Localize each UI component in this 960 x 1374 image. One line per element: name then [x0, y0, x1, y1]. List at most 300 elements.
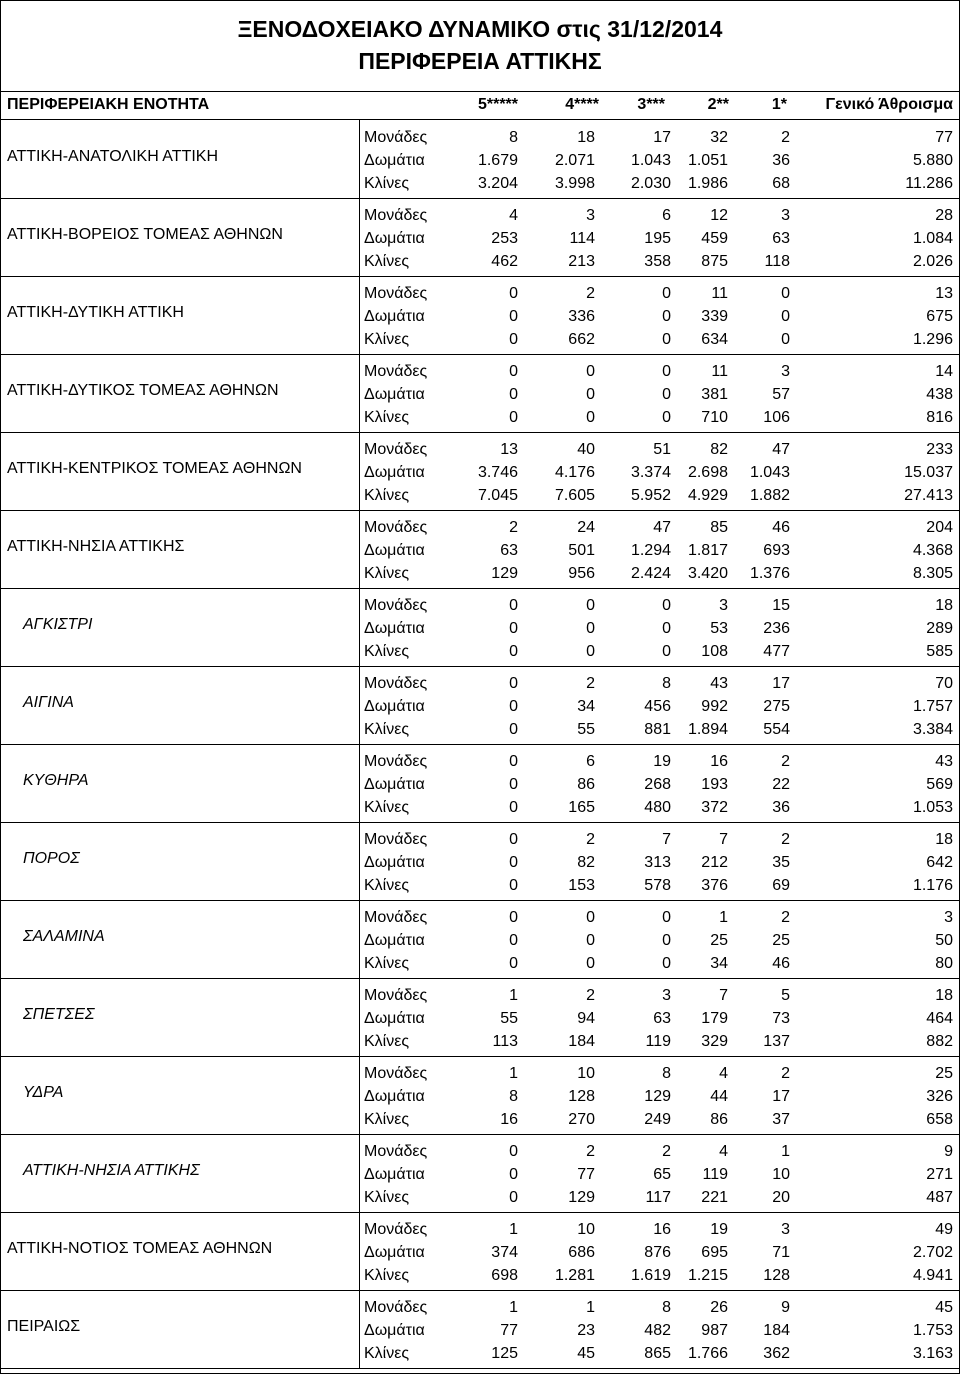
value-cell: 5.952	[630, 487, 671, 504]
total-cell: 569	[926, 776, 953, 793]
value-cell: 376	[701, 877, 728, 894]
value-cell: 7	[719, 831, 728, 848]
value-cell: 51	[653, 441, 671, 458]
value-cell: 94	[577, 1010, 595, 1027]
total-cell: 816	[926, 409, 953, 426]
value-cell: 3	[781, 363, 790, 380]
metric-line-units	[360, 282, 959, 306]
metric-line-units	[360, 984, 959, 1008]
value-cell: 37	[772, 1111, 790, 1128]
region-name: ΑΤΤΙΚΗ-ΔΥΤΙΚΗ ΑΤΤΙΚΗ	[7, 304, 184, 321]
value-cell: 2.071	[554, 152, 595, 169]
value-cell: 16	[653, 1221, 671, 1238]
metric-line-units	[360, 1218, 959, 1242]
total-cell: 675	[926, 308, 953, 325]
value-cell: 7	[662, 831, 671, 848]
value-cell: 1.679	[477, 152, 518, 169]
total-cell: 80	[935, 955, 953, 972]
value-cell: 339	[701, 308, 728, 325]
value-cell: 0	[586, 932, 595, 949]
value-cell: 16	[500, 1111, 518, 1128]
value-cell: 698	[491, 1267, 518, 1284]
value-cell: 82	[577, 854, 595, 871]
value-cell: 35	[772, 854, 790, 871]
value-cell: 1.051	[687, 152, 728, 169]
metric-line-beds	[360, 484, 959, 508]
value-cell: 2.424	[630, 565, 671, 582]
value-cell: 374	[491, 1244, 518, 1261]
value-cell: 1	[781, 1143, 790, 1160]
value-cell: 710	[701, 409, 728, 426]
total-cell: 3.163	[912, 1345, 953, 1362]
value-cell: 1.766	[687, 1345, 728, 1362]
value-cell: 4.929	[687, 487, 728, 504]
value-cell: 1.376	[749, 565, 790, 582]
table-row	[1, 510, 959, 589]
value-cell: 0	[662, 932, 671, 949]
metric-line-units	[360, 516, 959, 540]
metric-line-units	[360, 1140, 959, 1164]
metric-label: Κλίνες	[364, 1111, 410, 1128]
value-cell: 634	[701, 331, 728, 348]
region-name: ΠΟΡΟΣ	[23, 850, 80, 867]
value-cell: 18	[577, 129, 595, 146]
metric-line-beds	[360, 1264, 959, 1288]
value-cell: 456	[644, 698, 671, 715]
value-cell: 0	[509, 1143, 518, 1160]
metric-label: Δωμάτια	[364, 1088, 425, 1105]
metric-line-beds	[360, 1186, 959, 1210]
value-cell: 2	[781, 909, 790, 926]
region-name: ΑΤΤΙΚΗ-ΝΟΤΙΟΣ ΤΟΜΕΑΣ ΑΘΗΝΩΝ	[7, 1240, 273, 1257]
metric-line-beds	[360, 796, 959, 820]
value-cell: 8	[662, 1299, 671, 1316]
value-cell: 165	[568, 799, 595, 816]
value-cell: 0	[662, 597, 671, 614]
metric-line-rooms	[360, 695, 959, 719]
value-cell: 15	[772, 597, 790, 614]
metric-label: Δωμάτια	[364, 464, 425, 481]
value-cell: 8	[509, 1088, 518, 1105]
table-row	[1, 432, 959, 511]
value-cell: 22	[772, 776, 790, 793]
total-cell: 43	[935, 753, 953, 770]
value-cell: 6	[586, 753, 595, 770]
value-cell: 0	[586, 409, 595, 426]
metric-label: Δωμάτια	[364, 1244, 425, 1261]
value-cell: 2	[781, 1065, 790, 1082]
value-cell: 1.281	[554, 1267, 595, 1284]
region-name: ΑΤΤΙΚΗ-ΒΟΡΕΙΟΣ ΤΟΜΕΑΣ ΑΘΗΝΩΝ	[7, 226, 283, 243]
total-cell: 882	[926, 1033, 953, 1050]
value-cell: 0	[662, 386, 671, 403]
value-cell: 125	[491, 1345, 518, 1362]
metric-label: Μονάδες	[364, 285, 428, 302]
value-cell: 17	[772, 675, 790, 692]
value-cell: 221	[701, 1189, 728, 1206]
value-cell: 65	[653, 1166, 671, 1183]
value-cell: 8	[509, 129, 518, 146]
total-cell: 18	[935, 597, 953, 614]
value-cell: 0	[586, 955, 595, 972]
header-3-star: 3***	[637, 96, 665, 113]
metric-label: Μονάδες	[364, 1065, 428, 1082]
metric-line-rooms	[360, 383, 959, 407]
metric-line-beds	[360, 562, 959, 586]
value-cell: 106	[763, 409, 790, 426]
total-cell: 70	[935, 675, 953, 692]
value-cell: 0	[509, 877, 518, 894]
value-cell: 128	[568, 1088, 595, 1105]
value-cell: 1.817	[687, 542, 728, 559]
value-cell: 46	[772, 519, 790, 536]
value-cell: 0	[509, 721, 518, 738]
table-row	[1, 120, 959, 199]
value-cell: 77	[577, 1166, 595, 1183]
value-cell: 19	[653, 753, 671, 770]
metric-label: Κλίνες	[364, 409, 410, 426]
metric-line-units	[360, 1296, 959, 1320]
metric-label: Μονάδες	[364, 1221, 428, 1238]
metric-label: Μονάδες	[364, 987, 428, 1004]
value-cell: 2	[662, 1143, 671, 1160]
value-cell: 0	[509, 597, 518, 614]
region-name: ΣΑΛΑΜΙΝΑ	[23, 928, 105, 945]
metric-label: Κλίνες	[364, 175, 410, 192]
table-row	[1, 822, 959, 901]
value-cell: 0	[509, 308, 518, 325]
value-cell: 0	[662, 409, 671, 426]
value-cell: 0	[509, 854, 518, 871]
metric-label: Κλίνες	[364, 1033, 410, 1050]
metric-line-units	[360, 906, 959, 930]
metric-line-beds	[360, 1108, 959, 1132]
metric-line-beds	[360, 718, 959, 742]
value-cell: 0	[509, 409, 518, 426]
value-cell: 184	[568, 1033, 595, 1050]
metric-label: Κλίνες	[364, 799, 410, 816]
metric-label: Μονάδες	[364, 129, 428, 146]
value-cell: 3	[586, 207, 595, 224]
value-cell: 0	[662, 643, 671, 660]
metric-label: Μονάδες	[364, 207, 428, 224]
value-cell: 0	[509, 831, 518, 848]
value-cell: 40	[577, 441, 595, 458]
table-row	[1, 978, 959, 1057]
metric-line-beds	[360, 406, 959, 430]
table-row	[1, 1056, 959, 1135]
metric-label: Δωμάτια	[364, 932, 425, 949]
total-cell: 1.176	[912, 877, 953, 894]
value-cell: 153	[568, 877, 595, 894]
value-cell: 1	[509, 1299, 518, 1316]
value-cell: 47	[653, 519, 671, 536]
value-cell: 11	[711, 285, 728, 302]
value-cell: 0	[662, 955, 671, 972]
metric-line-beds	[360, 250, 959, 274]
header-5-star: 5*****	[477, 96, 518, 113]
value-cell: 63	[772, 230, 790, 247]
total-cell: 204	[926, 519, 953, 536]
value-cell: 0	[662, 363, 671, 380]
metric-label: Κλίνες	[364, 1345, 410, 1362]
metric-label: Μονάδες	[364, 441, 428, 458]
value-cell: 2.698	[687, 464, 728, 481]
table-row	[1, 1212, 959, 1291]
value-cell: 25	[710, 932, 728, 949]
value-cell: 686	[568, 1244, 595, 1261]
value-cell: 956	[568, 565, 595, 582]
value-cell: 2	[586, 987, 595, 1004]
value-cell: 7	[719, 987, 728, 1004]
value-cell: 0	[586, 597, 595, 614]
region-name: ΠΕΙΡΑΙΩΣ	[7, 1318, 81, 1335]
value-cell: 0	[781, 285, 790, 302]
value-cell: 2	[586, 285, 595, 302]
value-cell: 1.043	[630, 152, 671, 169]
metric-line-rooms	[360, 1241, 959, 1265]
value-cell: 13	[500, 441, 518, 458]
value-cell: 0	[586, 386, 595, 403]
total-cell: 14	[935, 363, 953, 380]
value-cell: 1.894	[687, 721, 728, 738]
value-cell: 73	[772, 1010, 790, 1027]
region-name: ΑΤΤΙΚΗ-ΑΝΑΤΟΛΙΚΗ ΑΤΤΙΚΗ	[7, 148, 219, 165]
value-cell: 119	[702, 1166, 728, 1183]
value-cell: 0	[662, 909, 671, 926]
value-cell: 1.294	[630, 542, 671, 559]
value-cell: 554	[763, 721, 790, 738]
metric-label: Κλίνες	[364, 253, 410, 270]
value-cell: 10	[577, 1065, 595, 1082]
value-cell: 8	[662, 675, 671, 692]
value-cell: 4	[509, 207, 518, 224]
total-cell: 658	[926, 1111, 953, 1128]
value-cell: 114	[569, 230, 595, 247]
metric-label: Δωμάτια	[364, 776, 425, 793]
total-cell: 1.053	[912, 799, 953, 816]
metric-label: Δωμάτια	[364, 230, 425, 247]
value-cell: 0	[586, 909, 595, 926]
metric-label: Κλίνες	[364, 955, 410, 972]
value-cell: 212	[701, 854, 728, 871]
value-cell: 3	[662, 987, 671, 1004]
value-cell: 16	[710, 753, 728, 770]
value-cell: 480	[644, 799, 671, 816]
metric-line-units	[360, 360, 959, 384]
total-cell: 11.286	[905, 175, 953, 192]
value-cell: 0	[662, 331, 671, 348]
value-cell: 43	[710, 675, 728, 692]
total-cell: 49	[935, 1221, 953, 1238]
header-total: Γενικό Άθροισμα	[825, 96, 953, 113]
value-cell: 3.420	[687, 565, 728, 582]
metric-line-units	[360, 126, 959, 150]
total-cell: 1.084	[912, 230, 953, 247]
value-cell: 26	[710, 1299, 728, 1316]
total-cell: 18	[935, 987, 953, 1004]
value-cell: 19	[710, 1221, 728, 1238]
value-cell: 7.045	[477, 487, 518, 504]
total-cell: 487	[926, 1189, 953, 1206]
value-cell: 6	[662, 207, 671, 224]
value-cell: 129	[568, 1189, 595, 1206]
header-region: ΠΕΡΙΦΕΡΕΙΑΚΗ ΕΝΟΤΗΤΑ	[7, 96, 210, 113]
total-cell: 13	[935, 285, 953, 302]
value-cell: 992	[701, 698, 728, 715]
value-cell: 3.746	[477, 464, 518, 481]
value-cell: 1	[509, 1221, 518, 1238]
metric-line-beds	[360, 328, 959, 352]
metric-label: Μονάδες	[364, 1143, 428, 1160]
value-cell: 2	[586, 675, 595, 692]
value-cell: 36	[772, 152, 790, 169]
value-cell: 53	[710, 620, 728, 637]
value-cell: 25	[772, 932, 790, 949]
value-cell: 987	[701, 1322, 728, 1339]
metric-line-units	[360, 438, 959, 462]
value-cell: 1.043	[749, 464, 790, 481]
total-cell: 27.413	[904, 487, 953, 504]
value-cell: 57	[772, 386, 790, 403]
value-cell: 195	[644, 230, 671, 247]
value-cell: 7.605	[554, 487, 595, 504]
value-cell: 118	[764, 253, 790, 270]
value-cell: 313	[644, 854, 671, 871]
metric-line-rooms	[360, 1163, 959, 1187]
metric-line-rooms	[360, 305, 959, 329]
region-name: ΑΓΚΙΣΤΡΙ	[23, 616, 93, 633]
value-cell: 270	[568, 1111, 595, 1128]
metric-line-rooms	[360, 851, 959, 875]
value-cell: 501	[568, 542, 595, 559]
region-name: ΑΤΤΙΚΗ-ΚΕΝΤΡΙΚΟΣ ΤΟΜΕΑΣ ΑΘΗΝΩΝ	[7, 460, 302, 477]
total-cell: 8.305	[912, 565, 953, 582]
value-cell: 4.176	[554, 464, 595, 481]
total-cell: 2.026	[912, 253, 953, 270]
table-row	[1, 666, 959, 745]
total-cell: 438	[926, 386, 953, 403]
metric-line-rooms	[360, 1007, 959, 1031]
value-cell: 2	[781, 753, 790, 770]
metric-line-beds	[360, 874, 959, 898]
table-row	[1, 354, 959, 433]
value-cell: 113	[492, 1033, 518, 1050]
value-cell: 865	[644, 1345, 671, 1362]
value-cell: 0	[509, 799, 518, 816]
region-name: ΚΥΘΗΡΑ	[23, 772, 89, 789]
value-cell: 876	[644, 1244, 671, 1261]
value-cell: 362	[763, 1345, 790, 1362]
value-cell: 23	[577, 1322, 595, 1339]
value-cell: 3	[719, 597, 728, 614]
metric-label: Κλίνες	[364, 331, 410, 348]
value-cell: 329	[701, 1033, 728, 1050]
value-cell: 10	[577, 1221, 595, 1238]
value-cell: 184	[763, 1322, 790, 1339]
total-cell: 45	[935, 1299, 953, 1316]
value-cell: 44	[710, 1088, 728, 1105]
value-cell: 875	[701, 253, 728, 270]
value-cell: 881	[644, 721, 671, 738]
total-cell: 18	[935, 831, 953, 848]
value-cell: 249	[644, 1111, 671, 1128]
value-cell: 695	[701, 1244, 728, 1261]
value-cell: 71	[772, 1244, 790, 1261]
value-cell: 17	[653, 129, 671, 146]
page-subtitle: ΠΕΡΙΦΕΡΕΙΑ ΑΤΤΙΚΗΣ	[358, 48, 602, 74]
value-cell: 55	[577, 721, 595, 738]
value-cell: 1	[586, 1299, 595, 1316]
value-cell: 129	[644, 1088, 671, 1105]
metric-label: Μονάδες	[364, 519, 428, 536]
region-name: ΑΤΤΙΚΗ-ΝΗΣΙΑ ΑΤΤΙΚΗΣ	[7, 538, 185, 555]
value-cell: 482	[644, 1322, 671, 1339]
total-cell: 50	[935, 932, 953, 949]
value-cell: 0	[509, 675, 518, 692]
value-cell: 4	[719, 1065, 728, 1082]
metric-line-rooms	[360, 227, 959, 251]
value-cell: 1	[509, 1065, 518, 1082]
value-cell: 5	[781, 987, 790, 1004]
value-cell: 1.215	[687, 1267, 728, 1284]
value-cell: 4	[719, 1143, 728, 1160]
value-cell: 0	[662, 620, 671, 637]
value-cell: 1.986	[687, 175, 728, 192]
value-cell: 3.998	[554, 175, 595, 192]
value-cell: 372	[701, 799, 728, 816]
metric-line-beds	[360, 1030, 959, 1054]
value-cell: 275	[763, 698, 790, 715]
value-cell: 128	[763, 1267, 790, 1284]
value-cell: 336	[568, 308, 595, 325]
metric-line-rooms	[360, 1319, 959, 1343]
value-cell: 2	[586, 831, 595, 848]
value-cell: 0	[586, 620, 595, 637]
metric-label: Κλίνες	[364, 1189, 410, 1206]
value-cell: 137	[763, 1033, 790, 1050]
metric-label: Δωμάτια	[364, 308, 425, 325]
value-cell: 12	[710, 207, 728, 224]
total-cell: 642	[926, 854, 953, 871]
metric-line-rooms	[360, 149, 959, 173]
value-cell: 9	[781, 1299, 790, 1316]
metric-label: Δωμάτια	[364, 698, 425, 715]
metric-line-units	[360, 750, 959, 774]
value-cell: 63	[500, 542, 518, 559]
total-cell: 28	[935, 207, 953, 224]
total-cell: 585	[926, 643, 953, 660]
value-cell: 0	[662, 285, 671, 302]
metric-label: Δωμάτια	[364, 386, 425, 403]
value-cell: 0	[509, 698, 518, 715]
value-cell: 82	[710, 441, 728, 458]
value-cell: 119	[645, 1033, 671, 1050]
value-cell: 117	[645, 1189, 671, 1206]
header-1-star: 1*	[771, 96, 787, 113]
value-cell: 213	[568, 253, 595, 270]
region-name: ΑΤΤΙΚΗ-ΔΥΤΙΚΟΣ ΤΟΜΕΑΣ ΑΘΗΝΩΝ	[7, 382, 279, 399]
table-row	[1, 198, 959, 277]
metric-line-rooms	[360, 539, 959, 563]
value-cell: 3.374	[630, 464, 671, 481]
value-cell: 0	[509, 363, 518, 380]
value-cell: 63	[653, 1010, 671, 1027]
value-cell: 179	[701, 1010, 728, 1027]
value-cell: 3	[781, 207, 790, 224]
table-row	[1, 276, 959, 355]
value-cell: 0	[509, 932, 518, 949]
